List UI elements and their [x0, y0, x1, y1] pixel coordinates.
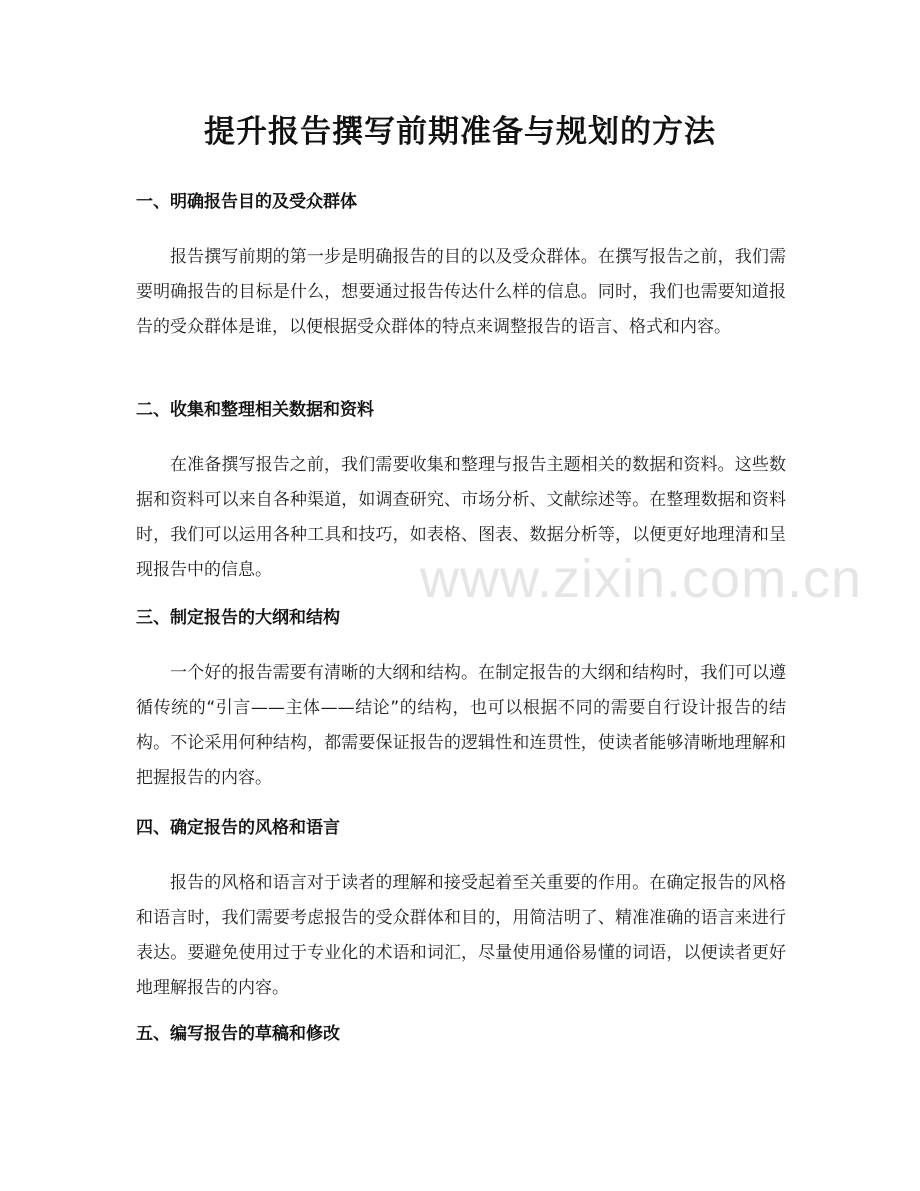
- section-heading: 四、确定报告的风格和语言: [136, 818, 340, 838]
- section-data-collection: [136, 398, 786, 588]
- section-heading: 二、收集和整理相关数据和资料: [136, 400, 374, 420]
- section-style-language: [136, 816, 786, 1006]
- section-heading: 五、编写报告的草稿和修改: [136, 1024, 340, 1044]
- section-draft-revision: [136, 1022, 786, 1046]
- section-heading: 一、明确报告目的及受众群体: [136, 192, 357, 212]
- section-paragraph: 一个好的报告需要有清晰的大纲和结构。在制定报告的大纲和结构时，我们可以遵循传统的“引言——主体——结论”的结构，也可以根据不同的需要自行设计报告的结构。不论采用何种结构，都需要保证报告的逻辑性和连贯性，使读者能够清晰地理解和把握报告的内容。: [136, 663, 786, 788]
- watermark: www.zixin.com.cn: [420, 549, 863, 609]
- section-paragraph: 报告的风格和语言对于读者的理解和接受起着至关重要的作用。在确定报告的风格和语言时，我们需要考虑报告的受众群体和目的，用简洁明了、精准准确的语言来进行表达。要避免使用过于专业化的术语和词汇，尽量使用通俗易懂的词语，以便读者更好地理解报告的内容。: [136, 873, 786, 998]
- page-title: 提升报告撰写前期准备与规划的方法: [204, 114, 716, 150]
- section-purpose-audience: [136, 190, 786, 345]
- section-outline-structure: [136, 606, 786, 796]
- section-paragraph: 在准备撰写报告之前，我们需要收集和整理与报告主题相关的数据和资料。这些数据和资料可以来自各种渠道，如调查研究、市场分析、文献综述等。在整理数据和资料时，我们可以运用各种工具和技巧，如表格、图表、数据分析等，以便更好地理清和呈现报告中的信息。: [136, 455, 786, 580]
- section-paragraph: 报告撰写前期的第一步是明确报告的目的以及受众群体。在撰写报告之前，我们需要明确报告的目标是什么，想要通过报告传达什么样的信息。同时，我们也需要知道报告的受众群体是谁，以便根据受众群体的特点来调整报告的语言、格式和内容。: [136, 247, 786, 337]
- section-heading: 三、制定报告的大纲和结构: [136, 608, 340, 628]
